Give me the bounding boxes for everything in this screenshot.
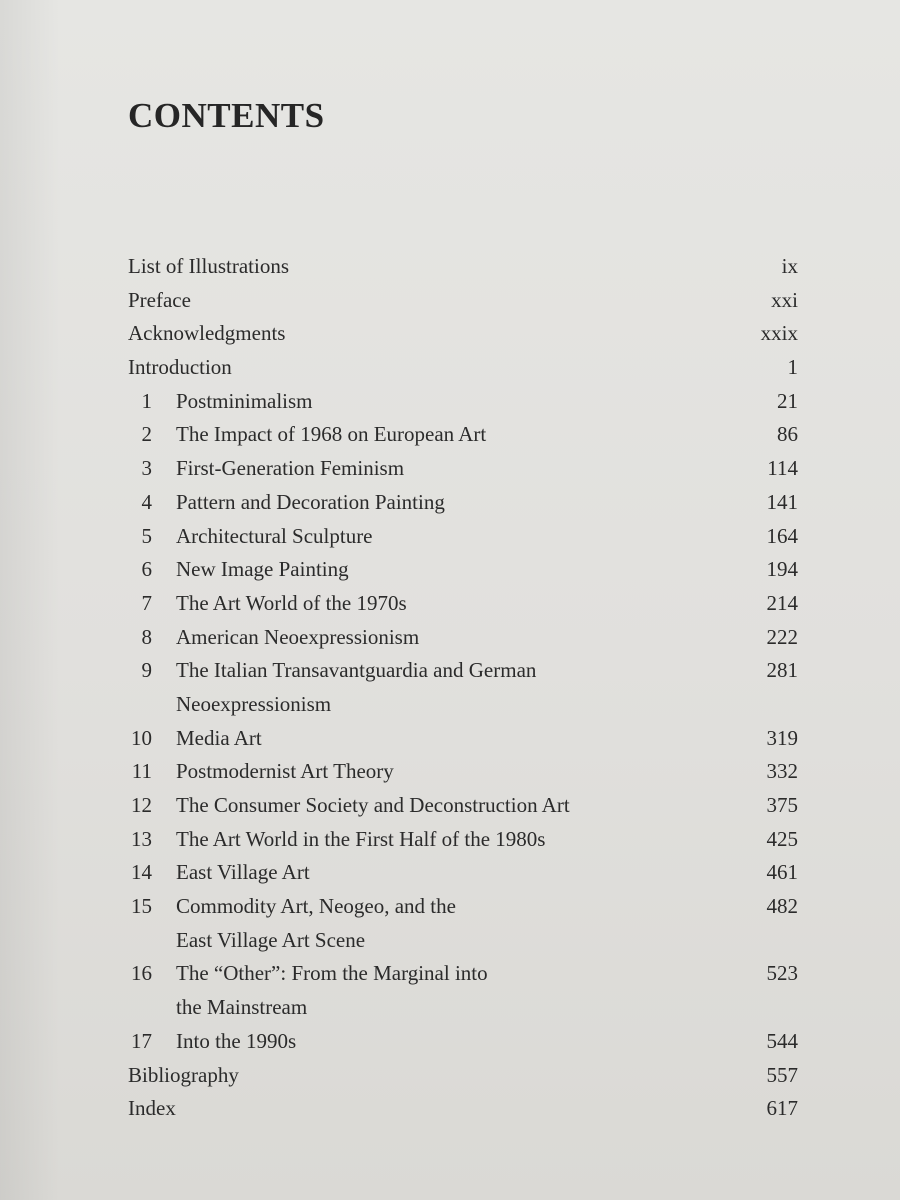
chapter-page: 332 xyxy=(766,759,798,784)
toc-chapter-9 xyxy=(128,654,798,688)
toc-chapter-10 xyxy=(128,722,798,756)
toc-chapter-15 xyxy=(128,890,798,924)
chapter-number: 12 xyxy=(131,793,152,817)
chapter-title: East Village Art xyxy=(176,860,310,885)
chapter-page: 281 xyxy=(766,658,798,683)
chapter-title-continuation: Neoexpressionism xyxy=(176,691,332,716)
chapter-title: First-Generation Feminism xyxy=(176,456,405,481)
chapter-number: 4 xyxy=(141,489,152,514)
chapter-title: The “Other”: From the Marginal into xyxy=(176,961,488,986)
toc-chapter-11 xyxy=(128,755,798,789)
chapter-number: 3 xyxy=(141,456,152,481)
toc-chapter-4 xyxy=(128,486,798,520)
chapter-number: 6 xyxy=(141,557,152,582)
toc-chapter-6 xyxy=(128,553,798,587)
toc-chapter-2 xyxy=(128,418,798,452)
toc-entry-page: 617 xyxy=(766,1096,798,1121)
chapter-page: 114 xyxy=(767,456,798,481)
chapter-page: 461 xyxy=(766,860,798,885)
toc-chapter-1 xyxy=(128,385,798,419)
chapter-number: 15 xyxy=(131,894,152,919)
chapter-number: 16 xyxy=(131,961,152,986)
chapter-page: 141 xyxy=(766,489,798,514)
chapter-page: 544 xyxy=(766,1028,798,1053)
chapter-number: 13 xyxy=(131,826,152,851)
chapter-page: 21 xyxy=(777,388,798,413)
chapter-title: The Art World in the First Half of the 1980s xyxy=(176,826,546,851)
chapter-title: Commodity Art, Neogeo, and the xyxy=(176,894,456,919)
chapter-number: 8 xyxy=(141,624,152,649)
toc-entry-index xyxy=(128,1092,798,1126)
toc-entry-page: 1 xyxy=(787,355,798,380)
toc-chapter-15-continued xyxy=(128,924,798,958)
chapter-page: 482 xyxy=(766,894,798,919)
toc-chapter-3 xyxy=(128,452,798,486)
toc-entry-introduction xyxy=(128,351,798,385)
toc-chapter-12 xyxy=(128,789,798,823)
chapter-number: 1 xyxy=(141,388,152,413)
toc-chapter-8 xyxy=(128,621,798,655)
contents-heading: CONTENTS xyxy=(128,96,325,135)
chapter-title: Into the 1990s xyxy=(176,1028,297,1053)
toc-entry-title: List of Illustrations xyxy=(128,254,289,278)
toc-entry-page: xxi xyxy=(771,287,798,312)
chapter-number: 2 xyxy=(141,422,152,447)
toc-entry-page: xxix xyxy=(760,321,798,346)
toc-chapter-9-continued xyxy=(128,688,798,722)
toc-chapter-14 xyxy=(128,856,798,890)
toc-entry-acknowledgments xyxy=(128,317,798,351)
toc-entry-title: Index xyxy=(128,1096,176,1121)
chapter-title: The Impact of 1968 on European Art xyxy=(176,422,487,447)
toc-chapter-16-continued xyxy=(128,991,798,1025)
chapter-title: The Art World of the 1970s xyxy=(176,590,407,615)
toc-entry-list-of-illustrations xyxy=(128,250,798,284)
chapter-page: 214 xyxy=(766,590,798,615)
toc-entry-title: Preface xyxy=(128,287,191,312)
chapter-page: 222 xyxy=(766,624,798,649)
chapter-page: 86 xyxy=(777,422,798,447)
toc-entry-page: 557 xyxy=(766,1062,798,1087)
toc-chapter-16 xyxy=(128,957,798,991)
chapter-title: Architectural Sculpture xyxy=(176,523,373,548)
toc-entry-preface xyxy=(128,284,798,318)
chapter-title: Media Art xyxy=(176,725,262,750)
chapter-number: 10 xyxy=(131,725,152,750)
chapter-title: New Image Painting xyxy=(176,557,349,582)
chapter-number: 9 xyxy=(141,658,152,683)
chapter-number: 7 xyxy=(141,590,152,615)
chapter-page: 375 xyxy=(766,793,798,817)
chapter-number: 14 xyxy=(131,860,152,885)
chapter-page: 425 xyxy=(766,826,798,851)
page-gutter-shadow xyxy=(0,0,60,1200)
chapter-number: 5 xyxy=(141,523,152,548)
chapter-title: Postmodernist Art Theory xyxy=(176,759,394,784)
chapter-title: The Italian Transavantguardia and German xyxy=(176,658,537,683)
toc-entry-title: Bibliography xyxy=(128,1062,239,1087)
toc-entry-title: Introduction xyxy=(128,355,232,380)
chapter-number: 17 xyxy=(131,1028,152,1053)
chapter-title: Pattern and Decoration Painting xyxy=(176,489,445,514)
toc-chapter-13 xyxy=(128,823,798,857)
chapter-title: The Consumer Society and Deconstruction Art xyxy=(176,793,570,817)
chapter-page: 164 xyxy=(766,523,798,548)
chapter-title-continuation: East Village Art Scene xyxy=(176,927,366,952)
chapter-page: 319 xyxy=(766,725,798,750)
chapter-title: American Neoexpressionism xyxy=(176,624,420,649)
toc-entry-title: Acknowledgments xyxy=(128,321,286,346)
chapter-page: 523 xyxy=(766,961,798,986)
toc-chapter-17 xyxy=(128,1025,798,1059)
chapter-page: 194 xyxy=(766,557,798,582)
chapter-number: 11 xyxy=(131,759,152,784)
toc-entry-page: ix xyxy=(781,254,798,278)
table-of-contents xyxy=(128,250,798,1126)
chapter-title-continuation: the Mainstream xyxy=(176,995,308,1020)
toc-chapter-7 xyxy=(128,587,798,621)
chapter-title: Postminimalism xyxy=(176,388,313,413)
toc-entry-bibliography xyxy=(128,1059,798,1093)
toc-chapter-5 xyxy=(128,520,798,554)
